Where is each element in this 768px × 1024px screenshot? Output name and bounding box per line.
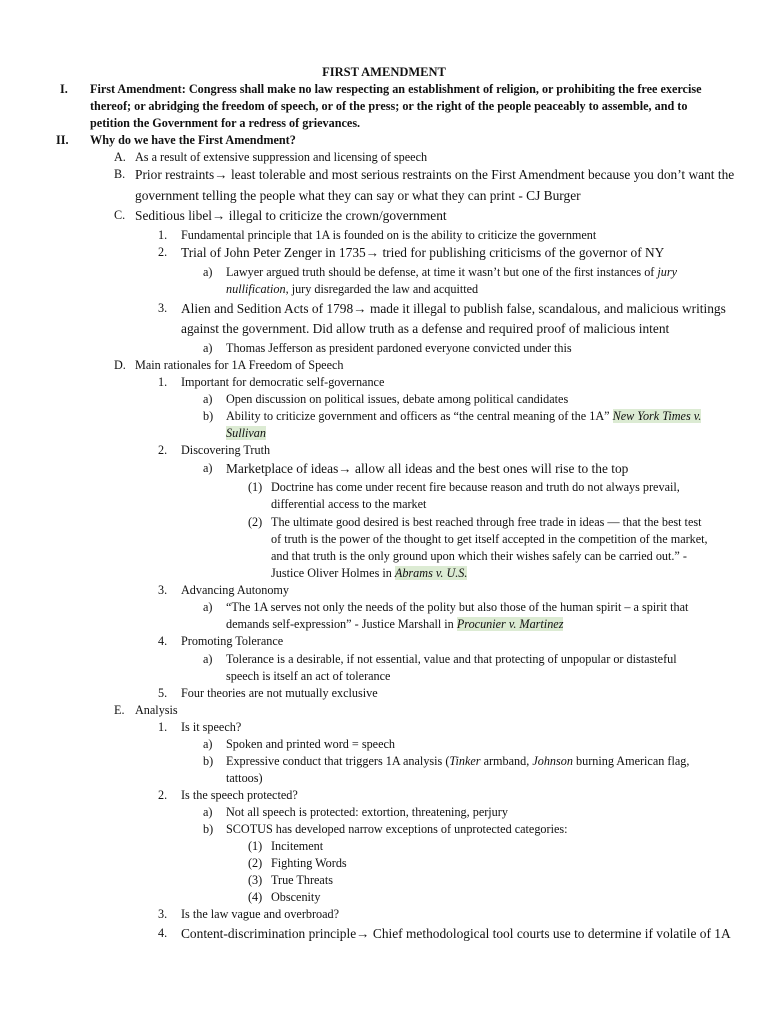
outline-marker: 2.	[158, 443, 168, 457]
outline-text: Alien and Sedition Acts of 1798→ made it illegal to publish false, scandalous, and malicious writings	[181, 301, 726, 316]
outline-marker: a)	[203, 341, 213, 355]
outline-text: “The 1A serves not only the needs of the polity but also those of the human spirit – a spirit that	[226, 600, 689, 614]
outline-text: Fundamental principle that 1A is founded on is the ability to criticize the government	[181, 228, 597, 242]
outline-text: Is the law vague and overbroad?	[181, 907, 340, 921]
section-text: thereof; or abridging the freedom of speech, or of the press; or the right of the people peaceably to assemble, and to	[90, 99, 688, 113]
outline-text: demands self-expression” - Justice Marshall in Procunier v. Martinez	[226, 617, 564, 631]
outline-marker: b)	[203, 822, 214, 836]
outline-text: Marketplace of ideas→ allow all ideas and the best ones will rise to the top	[226, 461, 629, 476]
list-item: True Threats	[271, 873, 333, 887]
section-marker: II.	[56, 133, 69, 147]
outline-text: Is the speech protected?	[181, 788, 298, 802]
outline-marker: 2.	[158, 788, 168, 802]
section-text: First Amendment: Congress shall make no law respecting an establishment of religion, or prohibiting the free exercise	[90, 82, 702, 96]
section-text: petition the Government for a redress of grievances.	[90, 116, 361, 130]
outline-text: Important for democratic self-governance	[181, 375, 385, 389]
outline-marker: a)	[203, 461, 213, 475]
outline-text: of truth is the power of the thought to get itself accepted in the competition of the market,	[271, 532, 708, 546]
outline-marker: (3)	[248, 873, 263, 887]
outline-text: against the government. Did allow truth as a defense and required proof of malicious intent	[181, 321, 670, 336]
outline-text: nullification, jury disregarded the law and acquitted	[226, 282, 479, 296]
outline-marker: a)	[203, 737, 213, 751]
outline-marker: 4.	[158, 634, 168, 648]
outline-marker: 3.	[158, 301, 168, 315]
outline-marker: a)	[203, 392, 213, 406]
outline-text: Justice Oliver Holmes in Abrams v. U.S.	[271, 566, 468, 580]
outline-text: speech is itself an act of tolerance	[226, 669, 391, 683]
outline-marker: B.	[114, 167, 126, 181]
case-citation: Sullivan	[226, 426, 266, 440]
case-citation: Procunier v. Martinez	[456, 617, 564, 631]
case-citation: New York Times v.	[612, 409, 702, 423]
outline-marker: a)	[203, 265, 213, 279]
outline-marker: 1.	[158, 375, 168, 389]
outline-text: Is it speech?	[181, 720, 242, 734]
outline-text: government telling the people what they can say or what they can print - CJ Burger	[135, 188, 581, 203]
outline-marker: a)	[203, 652, 213, 666]
outline-text: tattoos)	[226, 771, 263, 785]
outline-marker: 3.	[158, 583, 168, 597]
outline-marker: 3.	[158, 907, 168, 921]
outline-text: Tolerance is a desirable, if not essential, value and that protecting of unpopular or distasteful	[226, 652, 677, 666]
outline-text: differential access to the market	[271, 497, 427, 511]
outline-text: Main rationales for 1A Freedom of Speech	[135, 358, 344, 372]
outline-text: Spoken and printed word = speech	[226, 737, 395, 751]
outline-text: Four theories are not mutually exclusive	[181, 686, 378, 700]
outline-marker: E.	[114, 703, 125, 717]
outline-text: Lawyer argued truth should be defense, at time it wasn’t but one of the first instances of jury	[226, 265, 678, 279]
outline-marker: b)	[203, 754, 214, 768]
outline-text: Promoting Tolerance	[181, 634, 284, 648]
outline-marker: 4.	[158, 926, 168, 940]
list-item: Obscenity	[271, 890, 321, 904]
outline-text: Trial of John Peter Zenger in 1735→ tried for publishing criticisms of the governor of NY	[181, 245, 665, 260]
outline-marker: D.	[114, 358, 126, 372]
outline-marker: 1.	[158, 228, 168, 242]
section-marker: I.	[60, 82, 68, 96]
outline-text: Expressive conduct that triggers 1A analysis (Tinker armband, Johnson burning American flag,	[226, 754, 690, 768]
outline-marker: (4)	[248, 890, 263, 904]
outline-text: Content-discrimination principle→ Chief methodological tool courts use to determine if volatile of 1A	[181, 926, 731, 941]
outline-text: Not all speech is protected: extortion, threatening, perjury	[226, 805, 508, 819]
outline-text: Seditious libel→ illegal to criticize the crown/government	[135, 208, 447, 223]
outline-text	[226, 425, 266, 442]
section-heading: Why do we have the First Amendment?	[90, 133, 296, 147]
outline-marker: C.	[114, 208, 126, 222]
outline-marker: a)	[203, 805, 213, 819]
outline-text: Thomas Jefferson as president pardoned everyone convicted under this	[226, 341, 572, 355]
outline-text: Analysis	[135, 703, 178, 717]
list-item: Incitement	[271, 839, 324, 853]
outline-text: The ultimate good desired is best reached through free trade in ideas — that the best test	[271, 515, 702, 529]
outline-marker: (2)	[248, 856, 263, 870]
list-item: Fighting Words	[271, 856, 347, 870]
outline-text: Advancing Autonomy	[181, 583, 289, 597]
outline-marker: (1)	[248, 839, 263, 853]
outline-text: Prior restraints→ least tolerable and most serious restraints on the First Amendment because you don’t want the	[135, 167, 735, 182]
outline-text: Discovering Truth	[181, 443, 271, 457]
outline-text: Doctrine has come under recent fire because reason and truth do not always prevail,	[271, 480, 680, 494]
outline-marker: (2)	[248, 515, 263, 529]
case-citation: Abrams v. U.S.	[394, 566, 468, 580]
outline-marker: (1)	[248, 480, 263, 494]
outline-marker: a)	[203, 600, 213, 614]
outline-text: and that truth is the only ground upon which their wishes safely can be carried out.” -	[271, 549, 687, 563]
outline-marker: b)	[203, 409, 214, 423]
outline-text: SCOTUS has developed narrow exceptions of unprotected categories:	[226, 822, 568, 836]
outline-text: As a result of extensive suppression and licensing of speech	[135, 150, 428, 164]
outline-marker: A.	[114, 150, 126, 164]
outline-marker: 5.	[158, 686, 168, 700]
document-title: FIRST AMENDMENT	[322, 65, 446, 79]
outline-text: Ability to criticize government and officers as “the central meaning of the 1A” New York Times v.	[226, 409, 702, 423]
outline-text: Open discussion on political issues, debate among political candidates	[226, 392, 569, 406]
outline-marker: 2.	[158, 245, 168, 259]
outline-marker: 1.	[158, 720, 168, 734]
